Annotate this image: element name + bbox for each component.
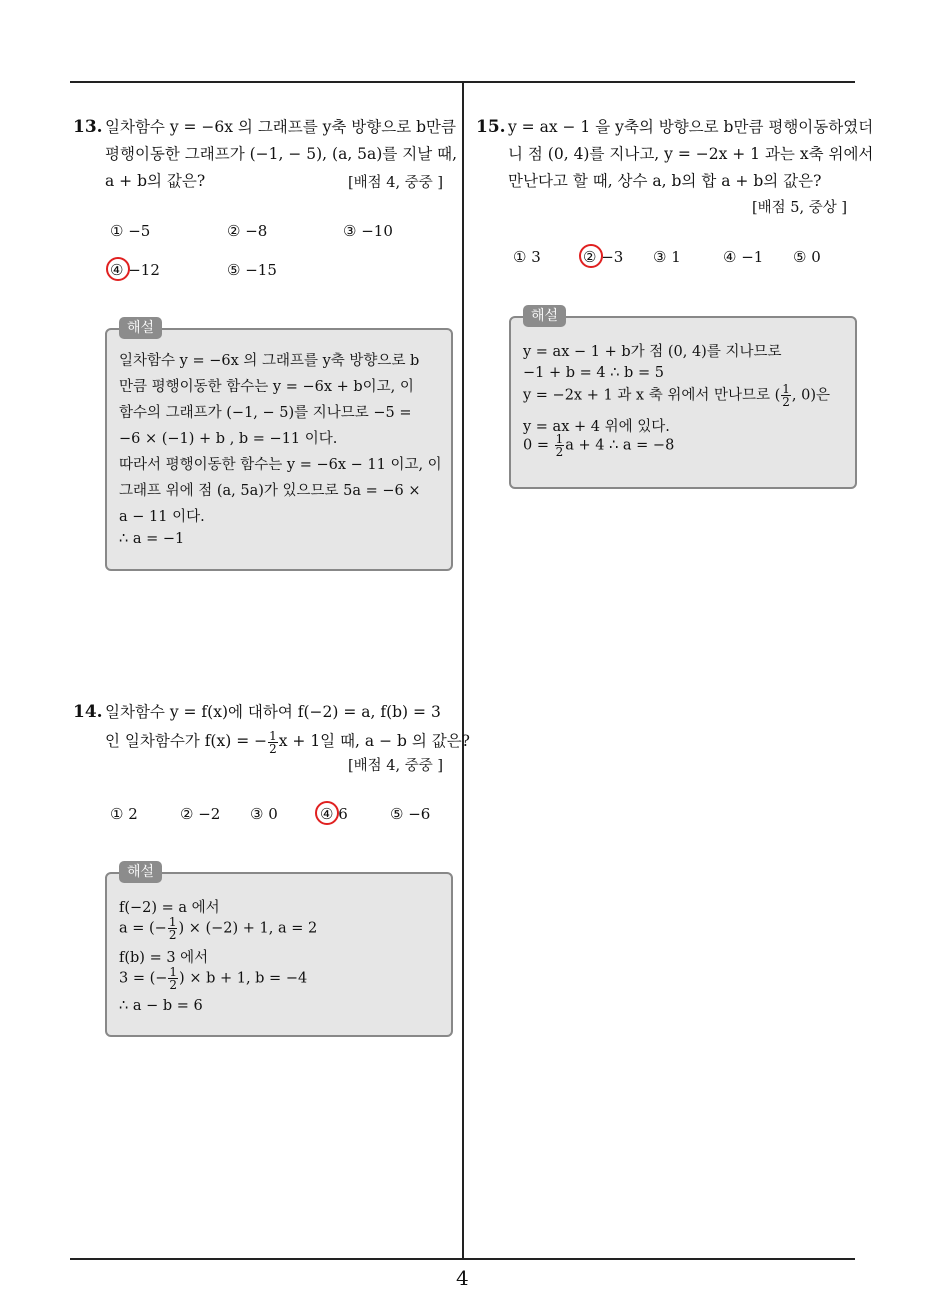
sol-prefix: y = −2x + 1 과 x 축 위에서 만나므로 ( bbox=[523, 387, 781, 404]
frac-numerator: 1 bbox=[169, 965, 178, 979]
q13-solution-line: 그래프 위에 점 (a, 5a)가 있으므로 5a = −6 × bbox=[119, 483, 421, 499]
q15-choice-5[interactable]: ⑤ 0 bbox=[793, 248, 821, 266]
q13-choice-2[interactable]: ② −8 bbox=[227, 222, 268, 240]
q14-fraction bbox=[268, 730, 278, 755]
q13-choice-4[interactable]: ④ −12 bbox=[110, 261, 160, 279]
sol-suffix: ) × b + 1, b = −4 bbox=[179, 970, 308, 987]
q14-answer-mark bbox=[315, 801, 339, 825]
frac-denominator: 2 bbox=[555, 445, 564, 459]
q14-choice-5[interactable]: ⑤ −6 bbox=[390, 805, 431, 823]
q15-solution-line bbox=[523, 383, 830, 408]
q13-solution-box bbox=[105, 328, 453, 571]
q14-solution-line: f(b) = 3 에서 bbox=[119, 950, 209, 966]
q14-solution-line bbox=[119, 966, 307, 991]
q15-number: 15. bbox=[476, 117, 506, 137]
q13-solution-line: 일차함수 y = −6x 의 그래프를 y축 방향으로 b bbox=[119, 353, 420, 369]
sol-suffix: ) × (−2) + 1, a = 2 bbox=[178, 920, 318, 937]
q15-solution-box bbox=[509, 316, 857, 489]
q15-line: y = ax − 1 을 y축의 방향으로 b만큼 평행이동하였더 bbox=[508, 118, 874, 136]
q15-score: [배점 5, 중상 ] bbox=[752, 200, 848, 216]
frac-denominator: 2 bbox=[169, 978, 178, 992]
column-divider bbox=[462, 82, 464, 1260]
q15-choice-1[interactable]: ① 3 bbox=[513, 248, 541, 266]
q15-sol-fraction bbox=[781, 383, 791, 408]
q13-line: 평행이동한 그래프가 (−1, − 5), (a, 5a)를 지날 때, bbox=[105, 145, 458, 163]
q14-solution-tag: 해설 bbox=[119, 861, 162, 883]
q13-answer-mark bbox=[106, 257, 130, 281]
q13-solution-line: 만큼 평행이동한 함수는 y = −6x + b이고, 이 bbox=[119, 379, 414, 395]
q13-solution-line: −6 × (−1) + b , b = −11 이다. bbox=[119, 431, 338, 447]
bottom-rule bbox=[70, 1258, 855, 1260]
q14-sol-fraction bbox=[168, 966, 178, 991]
frac-numerator: 1 bbox=[168, 915, 177, 929]
page-number: 4 bbox=[456, 1266, 469, 1290]
q13-choice-3[interactable]: ③ −10 bbox=[343, 222, 393, 240]
q14-line2-suffix: x + 1일 때, a − b 의 값은? bbox=[278, 732, 470, 750]
sol-suffix: , 0)은 bbox=[791, 387, 831, 404]
q14-text bbox=[105, 699, 470, 756]
q14-choice-2[interactable]: ② −2 bbox=[180, 805, 221, 823]
q15-choice-2[interactable]: ② −3 bbox=[583, 248, 624, 266]
q13-line: 일차함수 y = −6x 의 그래프를 y축 방향으로 b만큼 bbox=[105, 118, 456, 136]
q14-choice-1[interactable]: ① 2 bbox=[110, 805, 138, 823]
frac-numerator: 1 bbox=[555, 432, 564, 446]
q13-score: [배점 4, 중중 ] bbox=[348, 175, 444, 191]
q14-solution-line bbox=[119, 916, 317, 941]
q14-choice-3[interactable]: ③ 0 bbox=[250, 805, 278, 823]
frac-denominator: 2 bbox=[782, 395, 790, 409]
q14-choice-4[interactable]: ④ 6 bbox=[320, 805, 348, 823]
sol-prefix: 3 = (− bbox=[119, 970, 168, 987]
frac-denominator: 2 bbox=[168, 928, 177, 942]
q14-solution-box bbox=[105, 872, 453, 1037]
q13-solution-line: ∴ a = −1 bbox=[119, 531, 185, 547]
q13-line: a + b의 값은? bbox=[105, 172, 206, 190]
q14-line-1: 일차함수 y = f(x)에 대하여 f(−2) = a, f(b) = 3 bbox=[105, 703, 441, 721]
q14-line-2 bbox=[105, 728, 470, 756]
q15-solution-tag: 해설 bbox=[523, 305, 566, 327]
q15-sol-fraction bbox=[555, 433, 565, 458]
q14-solution-line: f(−2) = a 에서 bbox=[119, 900, 220, 916]
q13-solution-line: 따라서 평행이동한 함수는 y = −6x − 11 이고, 이 bbox=[119, 457, 442, 473]
q14-sol-fraction bbox=[168, 916, 178, 941]
q14-score: [배점 4, 중중 ] bbox=[348, 758, 444, 774]
q15-choice-3[interactable]: ③ 1 bbox=[653, 248, 681, 266]
q14-solution-line: ∴ a − b = 6 bbox=[119, 998, 203, 1014]
sol-suffix: a + 4 ∴ a = −8 bbox=[565, 437, 675, 454]
q15-answer-mark bbox=[579, 244, 603, 268]
frac-numerator: 1 bbox=[269, 728, 277, 743]
q13-number: 13. bbox=[73, 117, 103, 137]
q15-solution-line bbox=[523, 433, 674, 458]
sol-prefix: 0 = bbox=[523, 437, 554, 454]
sol-prefix: a = (− bbox=[119, 920, 167, 937]
q13-solution-tag: 해설 bbox=[119, 317, 162, 339]
q13-choice-1[interactable]: ① −5 bbox=[110, 222, 151, 240]
q14-line2-prefix: 인 일차함수가 f(x) = − bbox=[105, 732, 268, 750]
q15-line: 니 점 (0, 4)를 지나고, y = −2x + 1 과는 x축 위에서 bbox=[508, 145, 874, 163]
q15-solution-line: y = ax + 4 위에 있다. bbox=[523, 419, 670, 435]
q15-text bbox=[508, 114, 874, 195]
q15-solution-line: −1 + b = 4 ∴ b = 5 bbox=[523, 365, 664, 381]
q13-solution-line: a − 11 이다. bbox=[119, 509, 205, 525]
q13-choice-5[interactable]: ⑤ −15 bbox=[227, 261, 277, 279]
q15-line: 만난다고 할 때, 상수 a, b의 합 a + b의 값은? bbox=[508, 172, 822, 190]
q15-choice-4[interactable]: ④ −1 bbox=[723, 248, 764, 266]
q15-solution-line: y = ax − 1 + b가 점 (0, 4)를 지나므로 bbox=[523, 344, 782, 360]
q13-solution-line: 함수의 그래프가 (−1, − 5)를 지나므로 −5 = bbox=[119, 405, 412, 421]
frac-numerator: 1 bbox=[782, 382, 790, 396]
frac-denominator: 2 bbox=[269, 741, 277, 756]
q14-number: 14. bbox=[73, 702, 103, 722]
